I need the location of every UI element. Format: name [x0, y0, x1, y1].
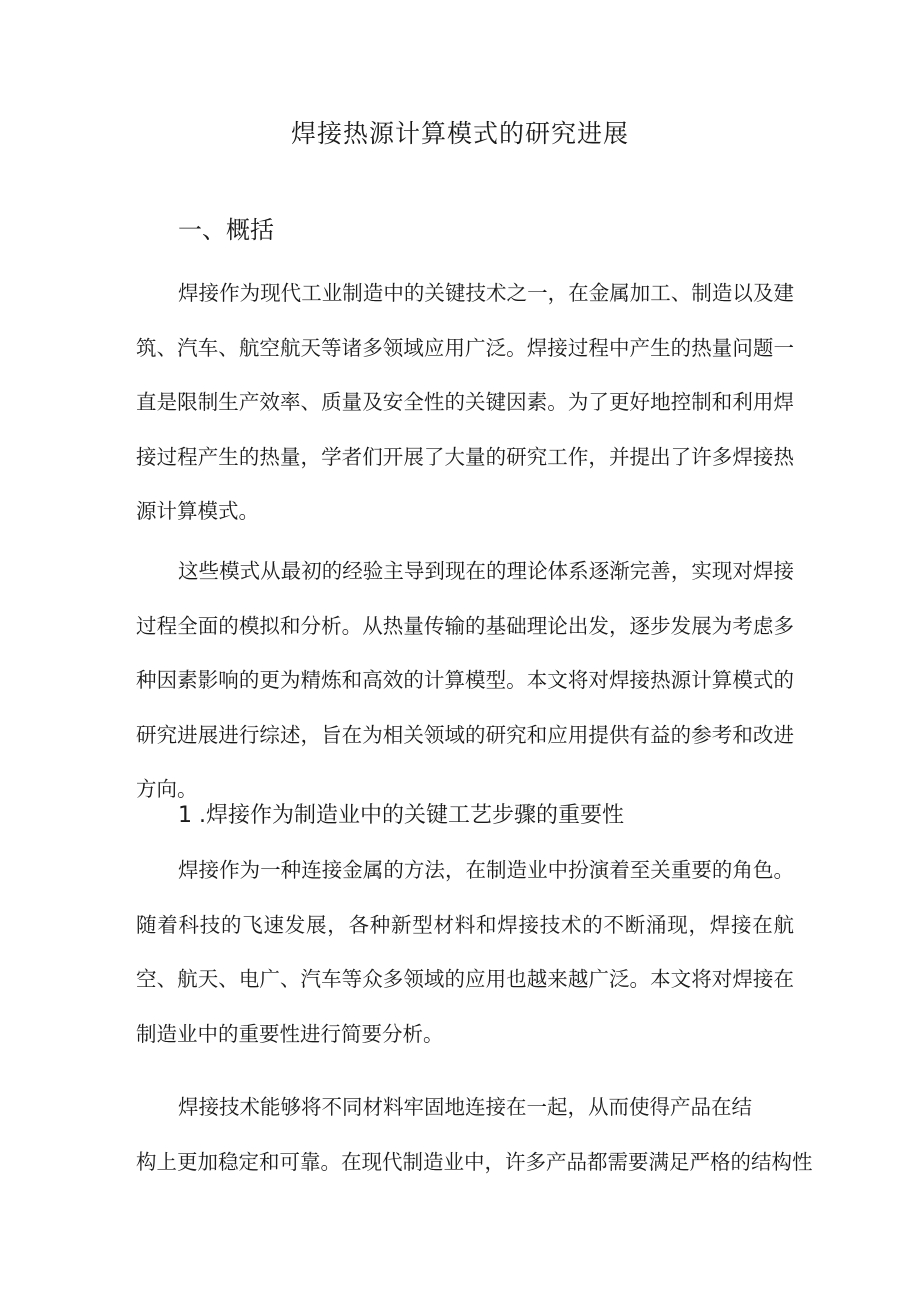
subsection-heading-importance: 1 .焊接作为制造业中的关键工艺步骤的重要性: [178, 803, 624, 828]
paragraph-line: 焊接技术能够将不同材料牢固地连接在一起，从而使得产品在结: [178, 1095, 752, 1119]
section-heading-overview: 一、概括: [178, 216, 274, 244]
importance-paragraph-1: 焊接作为一种连接金属的方法，在制造业中扮演着至关重要的角色。随着科技的飞速发展，各种新型材料和焊接技术的不断涌现，焊接在航空、航天、电广、汽车等众多领域的应用也越来越广泛。本文将对焊接在制造业中的重要性进行简要分析。: [136, 858, 794, 1046]
importance-paragraph-2: [136, 1080, 813, 1189]
overview-paragraph-1: 焊接作为现代工业制造中的关键技术之一，在金属加工、制造以及建筑、汽车、航空航天等诸多领域应用广泛。焊接过程中产生的热量问题一直是限制生产效率、质量及安全性的关键因素。为了更好地控制和利用焊接过程产生的热量，学者们开展了大量的研究工作，并提出了许多焊接热源计算模式。: [136, 281, 794, 523]
paragraph-line: 构上更加稳定和可靠。在现代制造业中，许多产品都需要满足严格的结构性: [136, 1149, 813, 1174]
overview-paragraph-2: 这些模式从最初的经验主导到现在的理论体系逐渐完善，实现对焊接过程全面的模拟和分析。从热量传输的基础理论出发，逐步发展为考虑多种因素影响的更为精炼和高效的计算模型。本文将对焊接热源计算模式的研究进展进行综述，旨在为相关领域的研究和应用提供有益的参考和改进方向。: [136, 559, 794, 801]
document-title: 焊接热源计算模式的研究进展: [290, 119, 629, 148]
